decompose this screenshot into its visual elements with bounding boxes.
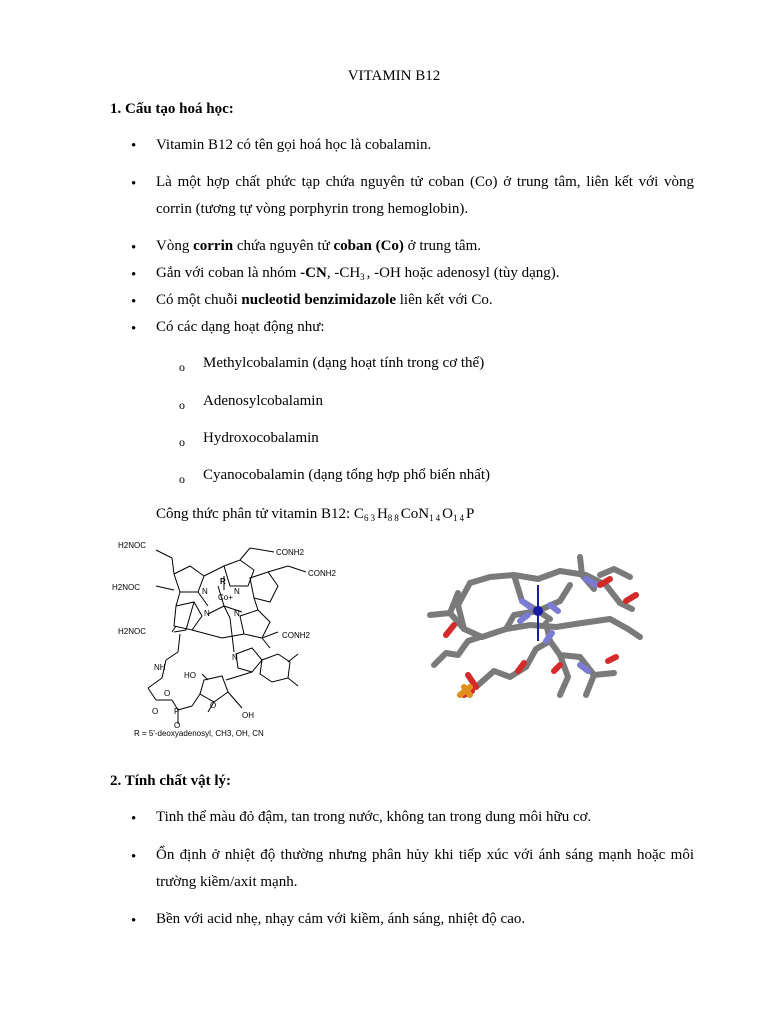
section-heading-structure: 1. Cấu tạo hoá học: — [110, 101, 234, 117]
bullet-text: Bền với acid nhẹ, nhạy cảm với kiềm, ánh sáng, nhiệt độ cao. — [156, 911, 526, 927]
bullet: • — [131, 240, 137, 256]
bullet-text: Có một chuỗi nucleotid benzimidazole liên kết với Co. — [156, 292, 493, 308]
conh2-label: CONH2 — [282, 631, 311, 640]
cobalt-label: Co+ — [218, 593, 233, 602]
sub-bullet: o — [179, 360, 185, 374]
sub-bullet-text: Methylcobalamin (dạng hoạt tính trong cơ thể) — [203, 355, 485, 371]
r-label: R — [220, 577, 226, 586]
oxygen-label: O — [210, 701, 217, 710]
sub-bullet-text: Cyanocobalamin (dạng tổng hợp phổ biến nhất) — [203, 467, 491, 483]
nitrogen-label: N — [232, 653, 238, 662]
oh-label: OH — [242, 711, 254, 720]
h2noc-label: H2NOC — [118, 541, 147, 550]
page-title: VITAMIN B12 — [347, 68, 441, 84]
conh2-label: CONH2 — [276, 548, 305, 557]
nitrogen-label: N — [202, 587, 208, 596]
sub-bullet: o — [179, 398, 185, 412]
structure-caption: R = 5'-deoxyadenosyl, CH3, OH, CN — [134, 729, 264, 738]
nitrogen-label: N — [234, 609, 240, 618]
molecular-formula: Công thức phân tử vitamin B12: $C_{63}H_{88}CoN_{14}O_{14}P$ — [156, 506, 475, 523]
nitrogen-label: N — [204, 609, 210, 618]
bullet-text: Vitamin B12 có tên gọi hoá học là cobalamin. — [156, 137, 432, 153]
sub-bullet-text: Adenosylcobalamin — [203, 393, 323, 409]
ho-label: HO — [184, 671, 196, 680]
oxygen-label: O — [152, 707, 159, 716]
phosphorus-label: P — [174, 707, 180, 716]
sub-bullet: o — [179, 435, 185, 449]
oxygen-label: O — [174, 721, 181, 730]
bullet: • — [131, 321, 137, 337]
nh-label: NH — [154, 663, 166, 672]
h2noc-label: H2NOC — [112, 583, 141, 592]
h2noc-label: H2NOC — [118, 627, 147, 636]
bullet-text: Gắn với coban là nhóm -CN, $-CH_3$, -OH hoặc adenosyl (tùy dạng). — [156, 265, 560, 282]
bullet-text: Ổn định ở nhiệt độ thường nhưng phân hủy khi tiếp xúc với ánh sáng mạnh hoặc môi trường kiềm/axit mạnh. — [156, 847, 694, 890]
bullet: • — [131, 176, 137, 192]
bullet: • — [131, 294, 137, 310]
bullet: • — [131, 138, 137, 154]
bullet-text: Vòng corrin chứa nguyên tử coban (Co) ở trung tâm. — [156, 238, 481, 254]
structural-formula-image — [112, 536, 360, 740]
bullet: • — [131, 913, 137, 929]
bullet: • — [131, 811, 137, 827]
sub-bullet: o — [179, 472, 185, 486]
bullet-text: Là một hợp chất phức tạp chứa nguyên tử coban (Co) ở trung tâm, liên kết với vòng corrin (tương tự vòng porphyrin trong hemoglobin). — [156, 174, 694, 217]
conh2-label: CONH2 — [308, 569, 337, 578]
sub-bullet-text: Hydroxocobalamin — [203, 430, 319, 446]
molecule-3d-model-image — [410, 545, 648, 723]
oxygen-label: O — [164, 689, 171, 698]
section-heading-physical: 2. Tính chất vật lý: — [110, 773, 231, 789]
bullet-text: Có các dạng hoạt động như: — [156, 319, 325, 335]
nitrogen-label: N — [234, 587, 240, 596]
bullet: • — [131, 849, 137, 865]
bullet: • — [131, 267, 137, 283]
bullet-text: Tinh thể màu đỏ đậm, tan trong nước, không tan trong dung môi hữu cơ. — [156, 809, 592, 825]
